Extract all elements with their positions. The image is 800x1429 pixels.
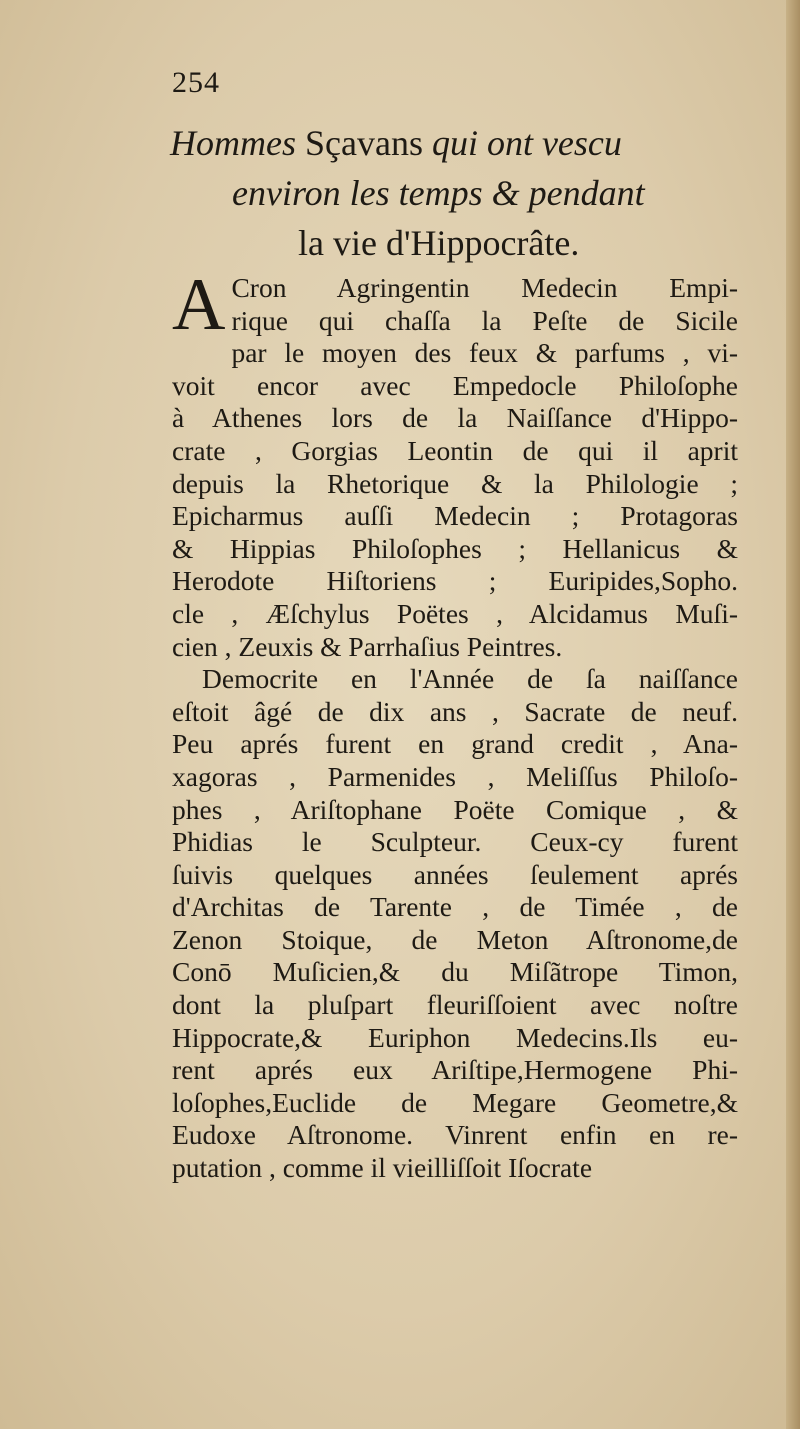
- text-line: Epicharmus auſſi Medecin ; Protagoras: [172, 500, 738, 532]
- text-line: & Hippias Philoſophes ; Hellanicus &: [172, 532, 738, 564]
- heading-line-2: environ les temps & pendant: [232, 173, 645, 213]
- text-line: phes , Ariſtophane Poëte Comique , &: [172, 793, 738, 825]
- text-line: Democrite en l'Année de ſa naiſſance: [202, 663, 738, 695]
- text-line: ſuivis quelques années ſeulement aprés: [172, 858, 738, 890]
- text-line: cien , Zeuxis & Parrhaſius Peintres.: [172, 630, 563, 662]
- text-line: Eudoxe Aſtronome. Vinrent enfin en re-: [172, 1119, 738, 1151]
- heading-line-1: [170, 118, 770, 168]
- text-line: voit encor avec Empedocle Philoſophe: [172, 369, 738, 401]
- text-line: putation , comme il vieilliſſoit Iſocrate: [172, 1152, 593, 1184]
- text-line: Zenon Stoique, de Meton Aſtronome,de: [172, 923, 738, 955]
- text-line: eſtoit âgé de dix ans , Sacrate de neuf.: [172, 695, 738, 727]
- body-text: [172, 264, 738, 1185]
- heading-line-3: la vie d'Hippocrâte.: [298, 223, 580, 263]
- text-line: xagoras , Parmenides , Meliſſus Philoſo-: [172, 760, 738, 792]
- text-line: cle , Æſchylus Poëtes , Alcidamus Muſi-: [172, 597, 738, 629]
- page-number: 254: [172, 66, 220, 99]
- section-heading: [170, 118, 770, 268]
- heading-word-scavans: Sçavans: [304, 123, 423, 163]
- text-line: d'Architas de Tarente , de Timée , de: [172, 891, 738, 923]
- heading-phrase-qui-ont-vescu: qui ont vescu: [431, 123, 622, 163]
- text-line: Phidias le Sculpteur. Ceux-cy furent: [172, 826, 738, 858]
- text-line: loſophes,Euclide de Megare Geometre,&: [172, 1086, 738, 1118]
- text-line: à Athenes lors de la Naiſſance d'Hippo-: [172, 402, 738, 434]
- page-edge: [786, 0, 800, 1429]
- text-line: dont la pluſpart fleuriſſoient avec noſtre: [172, 989, 738, 1021]
- heading-word-hommes: Hommes: [170, 123, 296, 163]
- text-line: crate , Gorgias Leontin de qui il aprit: [172, 434, 738, 466]
- text-line: Peu aprés furent en grand credit , Ana-: [172, 728, 738, 760]
- text-line: depuis la Rhetorique & la Philologie ;: [172, 467, 738, 499]
- text-line: Conō Muſicien,& du Miſãtrope Timon,: [172, 956, 738, 988]
- text-line: par le moyen des feux & parfums , vi-: [231, 337, 738, 369]
- text-line: rent aprés eux Ariſtipe,Hermogene Phi-: [172, 1054, 738, 1086]
- text-line: Hippocrate,& Euriphon Medecins.Ils eu-: [172, 1021, 738, 1053]
- text-line: Cron Agringentin Medecin Empi-: [231, 272, 738, 303]
- text-line: rique qui chaſſa la Peſte de Sicile: [231, 304, 738, 336]
- drop-cap: A: [172, 264, 226, 346]
- text-line: Herodote Hiſtoriens ; Euripides,Sopho.: [172, 565, 738, 597]
